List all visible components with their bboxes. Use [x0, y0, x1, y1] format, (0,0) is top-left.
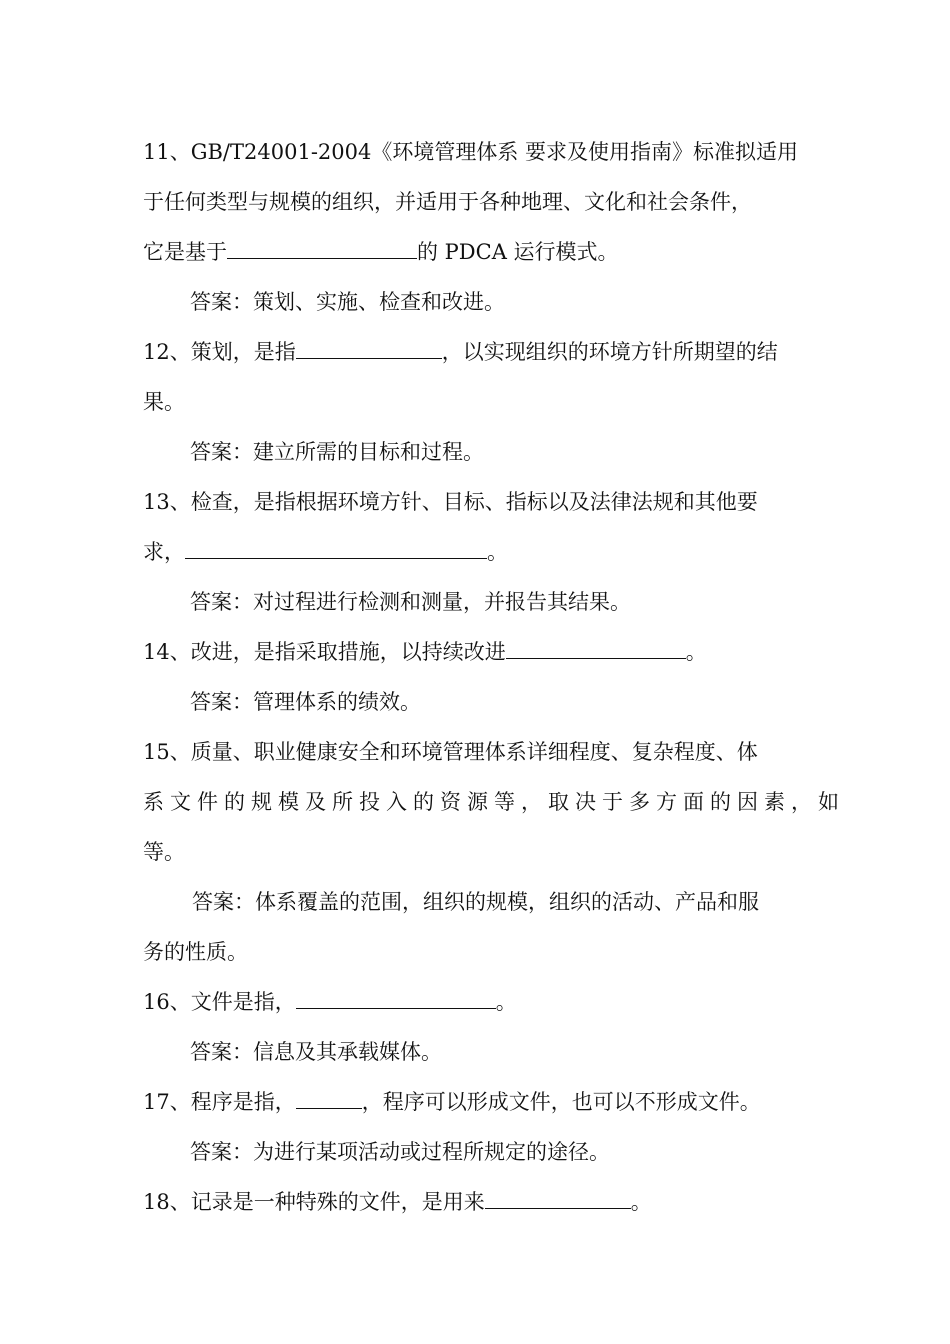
q13-line2-pre: 求， — [143, 540, 185, 564]
q12-answer: 答案：建立所需的目标和过程。 — [190, 440, 484, 464]
q12-line1-post: ，以实现组织的环境方针所期望的结 — [441, 340, 778, 364]
q11-blank — [227, 240, 417, 259]
q16-line1-pre: 16、文件是指， — [143, 990, 296, 1014]
q13-blank — [185, 540, 487, 559]
q16-line1 — [143, 987, 813, 1017]
q15-line2: 系文件的规模及所投入的资源等，取决于多方面的因素，如 — [143, 790, 845, 814]
q17-line1-pre: 17、程序是指， — [143, 1090, 296, 1114]
q16-answer: 答案：信息及其承载媒体。 — [190, 1040, 442, 1064]
q13-line2 — [143, 537, 813, 567]
q11-answer: 答案：策划、实施、检查和改进。 — [190, 290, 505, 314]
q15-answer-line2: 务的性质。 — [143, 940, 248, 964]
q12-line1-pre: 12、策划，是指 — [143, 340, 296, 364]
q11-line2: 于任何类型与规模的组织，并适用于各种地理、文化和社会条件， — [143, 190, 752, 214]
q18-blank — [485, 1190, 631, 1209]
q17-line1-post: ，程序可以形成文件，也可以不形成文件。 — [361, 1090, 761, 1114]
q13-answer: 答案：对过程进行检测和测量，并报告其结果。 — [190, 590, 631, 614]
q17-blank — [296, 1090, 362, 1109]
q18-line1-post: 。 — [630, 1190, 652, 1214]
q14-answer: 答案：管理体系的绩效。 — [190, 690, 421, 714]
q15-line1: 15、质量、职业健康安全和环境管理体系详细程度、复杂程度、体 — [143, 740, 758, 764]
q12-line2: 果。 — [143, 390, 185, 414]
q16-line1-post: 。 — [495, 990, 517, 1014]
q15-line3: 等。 — [143, 840, 185, 864]
q12-line1 — [143, 337, 813, 367]
q14-line1-pre: 14、改进，是指采取措施，以持续改进 — [143, 640, 506, 664]
q15-answer-line1: 答案：体系覆盖的范围，组织的规模，组织的活动、产品和服 — [192, 890, 759, 914]
q14-blank — [506, 640, 686, 659]
q17-line1 — [143, 1087, 813, 1117]
q11-line3-pre: 它是基于 — [143, 240, 227, 264]
q11-line1: 11、GB/T24001-2004《环境管理体系 要求及使用指南》标准拟适用 — [143, 140, 799, 164]
q14-line1 — [143, 637, 813, 667]
q13-line2-post: 。 — [487, 540, 508, 564]
q11-line3 — [143, 237, 813, 267]
q13-line1: 13、检查，是指根据环境方针、目标、指标以及法律法规和其他要 — [143, 490, 758, 514]
q16-blank — [296, 990, 496, 1009]
q17-answer: 答案：为进行某项活动或过程所规定的途径。 — [190, 1140, 610, 1164]
q12-blank — [296, 340, 442, 359]
q14-line1-post: 。 — [685, 640, 707, 664]
q18-line1-pre: 18、记录是一种特殊的文件，是用来 — [143, 1190, 485, 1214]
q11-line3-post: 的 PDCA 运行模式。 — [417, 240, 619, 264]
q18-line1 — [143, 1187, 813, 1217]
